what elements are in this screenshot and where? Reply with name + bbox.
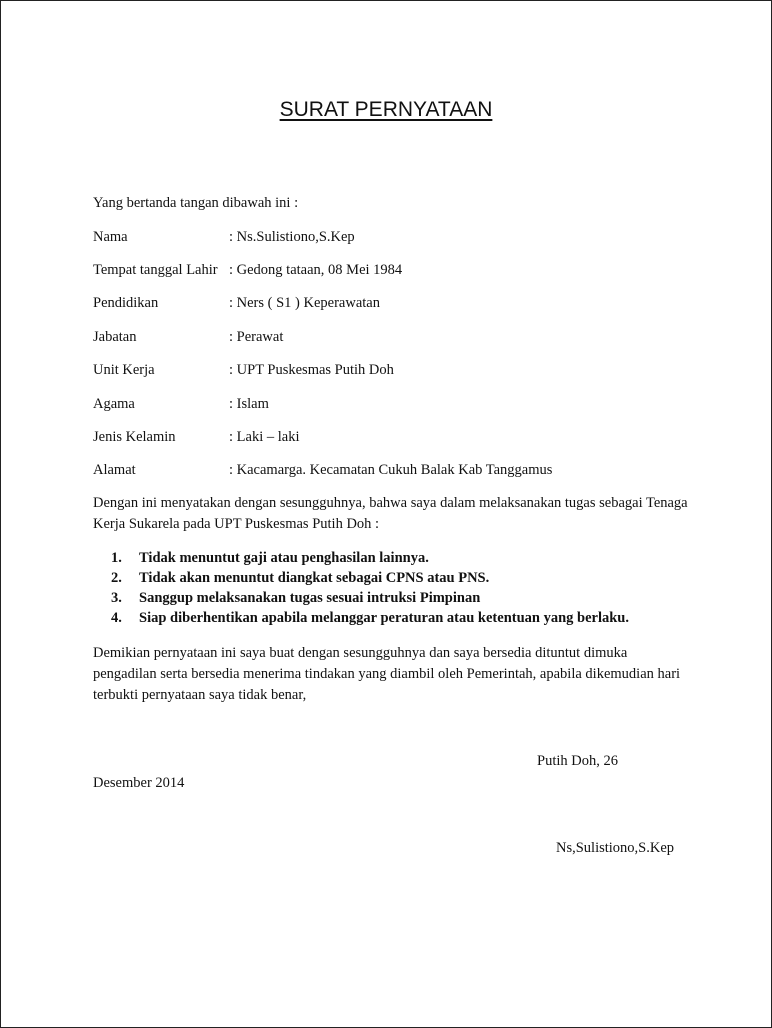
points-list [111, 548, 629, 628]
field-label-jenis-kelamin: Jenis Kelamin [93, 429, 176, 445]
field-label-pendidikan: Pendidikan [93, 295, 159, 311]
list-item-number: 3. [111, 590, 122, 606]
list-item-text: Sanggup melaksanakan tugas sesuai intruksi Pimpinan [139, 590, 481, 606]
field-value-agama: : Islam [229, 396, 269, 412]
field-label-jabatan: Jabatan [93, 329, 137, 345]
field-value-nama: : Ns.Sulistiono,S.Kep [229, 229, 355, 245]
list-item-text: Tidak akan menuntut diangkat sebagai CPNS atau PNS. [139, 570, 490, 586]
field-value-jenis-kelamin: : Laki – laki [229, 429, 300, 445]
list-item-number: 4. [111, 610, 122, 626]
signatory-name: Ns,Sulistiono,S.Kep [556, 840, 675, 856]
field-value-jabatan: : Perawat [229, 329, 284, 345]
list-item-text: Siap diberhentikan apabila melanggar peraturan atau ketentuan yang berlaku. [139, 610, 629, 626]
document-title: SURAT PERNYATAAN [279, 98, 493, 121]
field-label-agama: Agama [93, 396, 135, 412]
field-value-unit-kerja: : UPT Puskesmas Putih Doh [229, 362, 394, 378]
field-label-unit-kerja: Unit Kerja [93, 362, 155, 378]
field-value-alamat: : Kacamarga. Kecamatan Cukuh Balak Kab Tanggamus [229, 462, 553, 478]
field-label-alamat: Alamat [93, 462, 136, 478]
intro-text: Yang bertanda tangan dibawah ini : [93, 195, 299, 211]
field-label-tempat-tanggal-lahir: Tempat tanggal Lahir [93, 262, 218, 278]
list-item-number: 1. [111, 550, 122, 566]
field-label-nama: Nama [93, 229, 128, 245]
list-item-text: Tidak menuntut gaji atau penghasilan lainnya. [139, 550, 429, 566]
list-item [111, 608, 629, 628]
list-item [111, 568, 629, 588]
list-item [111, 588, 629, 608]
list-item [111, 548, 629, 568]
place-date: Putih Doh, 26 [537, 753, 618, 769]
closing-paragraph: Demikian pernyataan ini saya buat dengan sesungguhnya dan saya bersedia dituntut dimuka pengadilan serta bersedia menerima tindakan yang diambil oleh Pemerintah, apabila dikemudian hari terbukti pernyataan saya tidak benar, [93, 645, 681, 703]
list-item-number: 2. [111, 570, 122, 586]
field-value-tempat-tanggal-lahir: : Gedong tataan, 08 Mei 1984 [229, 262, 403, 278]
statement-paragraph: Dengan ini menyatakan dengan sesungguhnya, bahwa saya dalam melaksanakan tugas sebagai Tenaga Kerja Sukarela pada UPT Puskesmas Putih Doh : [93, 495, 688, 532]
field-value-pendidikan: : Ners ( S1 ) Keperawatan [229, 295, 380, 311]
date-continuation: Desember 2014 [93, 775, 185, 791]
